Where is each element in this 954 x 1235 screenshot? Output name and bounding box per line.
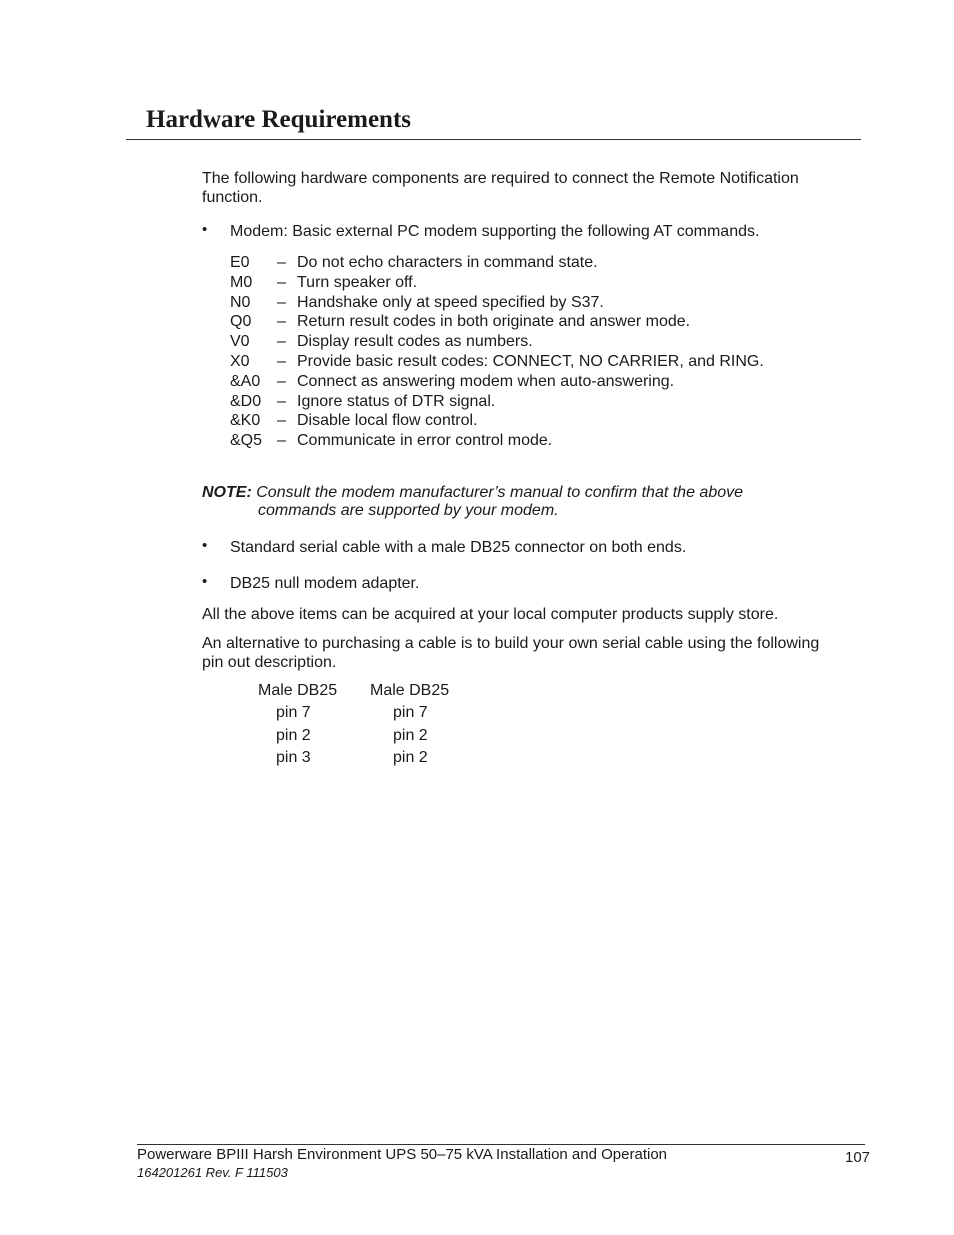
- pinout-cell: pin 7: [276, 704, 311, 721]
- at-command-description: Return result codes in both originate and answer mode.: [297, 313, 691, 331]
- page-heading: Hardware Requirements: [146, 106, 412, 133]
- footer-revision: 164201261 Rev. F 111503: [137, 1165, 288, 1180]
- at-command-dash: –: [277, 412, 286, 430]
- at-command-dash: –: [277, 352, 286, 370]
- bullet-dot: •: [202, 537, 208, 554]
- note-label: NOTE:: [202, 484, 252, 501]
- at-command-code: &D0: [230, 392, 262, 410]
- at-command-code: &Q5: [230, 432, 263, 450]
- at-command-code: Q0: [230, 313, 252, 331]
- at-command-code: &A0: [230, 372, 261, 390]
- footer-document-title: Powerware BPIII Harsh Environment UPS 50–75 kVA Installation and Operation: [137, 1146, 668, 1163]
- at-command-description: Display result codes as numbers.: [297, 333, 533, 351]
- at-command-code: X0: [230, 352, 250, 370]
- note-text-line1: Consult the modem manufacturer’s manual to confirm that the above: [256, 484, 744, 501]
- at-command-code: &K0: [230, 412, 261, 430]
- note-text-line2: commands are supported by your modem.: [258, 502, 559, 519]
- pinout-cell: pin 2: [393, 749, 428, 766]
- at-command-dash: –: [277, 372, 286, 390]
- at-command-description: Turn speaker off.: [297, 273, 418, 291]
- at-command-code: V0: [230, 333, 250, 351]
- at-command-dash: –: [277, 333, 286, 351]
- at-command-description: Handshake only at speed specified by S37.: [297, 293, 604, 311]
- at-command-code: N0: [230, 293, 251, 311]
- pinout-header-left: Male DB25: [258, 682, 338, 699]
- pinout-cell: pin 3: [276, 749, 311, 766]
- supply-paragraph: All the above items can be acquired at your local computer products supply store.: [202, 606, 779, 623]
- at-command-description: Provide basic result codes: CONNECT, NO CARRIER, and RING.: [297, 352, 764, 370]
- pinout-cell: pin 2: [393, 727, 428, 744]
- at-command-dash: –: [277, 313, 286, 331]
- alternative-paragraph: An alternative to purchasing a cable is to build your own serial cable using the following pin out description.: [202, 635, 820, 671]
- at-command-dash: –: [277, 432, 286, 450]
- pinout-header-right: Male DB25: [370, 682, 450, 699]
- at-command-dash: –: [277, 273, 286, 291]
- intro-paragraph: The following hardware components are required to connect the Remote Notification function.: [202, 170, 799, 206]
- bullet-dot: •: [202, 573, 208, 590]
- bullet-text-modem: Modem: Basic external PC modem supporting the following AT commands.: [230, 223, 760, 240]
- heading-divider: [126, 139, 861, 140]
- at-command-description: Disable local flow control.: [297, 412, 478, 430]
- bullet-dot: •: [202, 221, 208, 238]
- at-command-dash: –: [277, 254, 286, 271]
- pinout-cell: pin 2: [276, 727, 311, 744]
- bullet-text-cable: Standard serial cable with a male DB25 connector on both ends.: [230, 539, 687, 556]
- note-block: [202, 484, 822, 519]
- at-command-code: M0: [230, 273, 253, 291]
- bullet-text-adapter: DB25 null modem adapter.: [230, 575, 420, 592]
- at-command-description: Communicate in error control mode.: [297, 432, 553, 450]
- at-command-dash: –: [277, 293, 286, 311]
- page-number: 107: [845, 1149, 871, 1166]
- at-command-code: E0: [230, 254, 250, 271]
- at-command-description: Do not echo characters in command state.: [297, 254, 598, 271]
- at-command-description: Connect as answering modem when auto-answering.: [297, 372, 675, 390]
- pinout-cell: pin 7: [393, 704, 428, 721]
- at-command-description: Ignore status of DTR signal.: [297, 392, 496, 410]
- footer-divider: [137, 1144, 865, 1145]
- at-command-dash: –: [277, 392, 286, 410]
